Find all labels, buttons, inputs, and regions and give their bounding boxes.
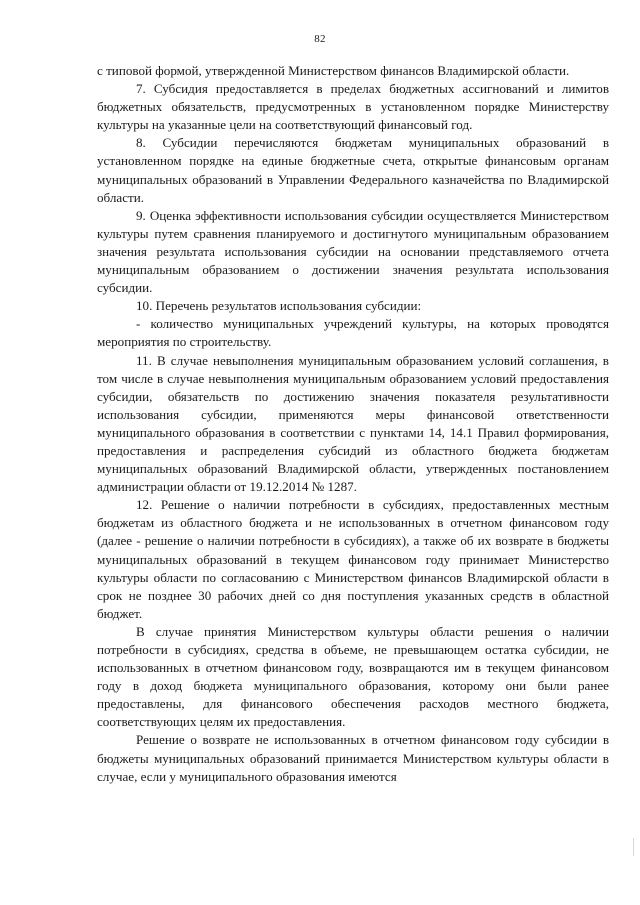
document-body xyxy=(97,62,609,786)
paragraph-10-item: - количество муниципальных учреждений культуры, на которых проводятся мероприятия по строительству. xyxy=(97,316,609,350)
page-number: 82 xyxy=(314,33,326,45)
paragraph-12: 12. Решение о наличии потребности в субсидиях, предоставленных местным бюджетам из областного бюджета и не использованных в отчетном финансовом году (далее - решение о наличии потребности в субсидиях), а также об их возврате в бюджеты муниципальных образований в текущем финансовом году принимает Министерство культуры области по согласованию с Министерством финансов Владимирской области в срок не позднее 30 рабочих дней со дня поступления указанных средств в областной бюджет. xyxy=(97,497,609,621)
paragraph-12-return-decision: Решение о возврате не использованных в отчетном финансовом году субсидии в бюджеты муниципальных образований принимается Министерством культуры области в случае, если у муниципального образования имеются xyxy=(97,732,609,784)
paragraph-9: 9. Оценка эффективности использования субсидии осуществляется Министерством культуры путем сравнения планируемого и достигнутого муниципальным образованием значения результата использования субсидии на основании представляемого отчета муниципальным образованием о достижении значения результата использования субсидии. xyxy=(97,207,609,296)
paragraph-12-refund-case: В случае принятия Министерством культуры области решения о наличии потребности в субсидиях, средства в объеме, не превышающем остатка субсидии, не использованных в отчетном финансовом году, возвращаются им в текущем финансовом году в доход бюджета муниципального образования, которому они были ранее предоставлены, для финансового обеспечения расходов местного бюджета, соответствующих целям их предоставления. xyxy=(97,623,609,730)
scan-edge-mark xyxy=(633,838,634,856)
paragraph-7: 7. Субсидия предоставляется в пределах бюджетных ассигнований и лимитов бюджетных обязательств, предусмотренных в установленном порядке Министерству культуры на указанные цели на соответствующий финансовый год. xyxy=(97,81,609,133)
paragraph-11: 11. В случае невыполнения муниципальным образованием условий соглашения, в том числе в случае невыполнения муниципальным образованием условий предоставления субсидии, обязательств по достижению значения показателя результативности использования субсидии, применяются меры финансовой ответственности муниципального образования в соответствии с пунктами 14, 14.1 Правил формирования, предоставления и распределения субсидий из областного бюджета бюджетам муниципальных образований Владимирской области, утвержденных постановлением администрации области от 19.12.2014 № 1287. xyxy=(97,352,609,495)
paragraph-continuation: с типовой формой, утвержденной Министерством финансов Владимирской области. xyxy=(97,63,570,78)
paragraph-10: 10. Перечень результатов использования субсидии: xyxy=(136,298,422,314)
paragraph-8: 8. Субсидии перечисляются бюджетам муниципальных образований в установленном порядке на единые бюджетные счета, открытые финансовым органам муниципальных образований в Управлении Федерального казначейства по Владимирской области. xyxy=(97,135,609,205)
